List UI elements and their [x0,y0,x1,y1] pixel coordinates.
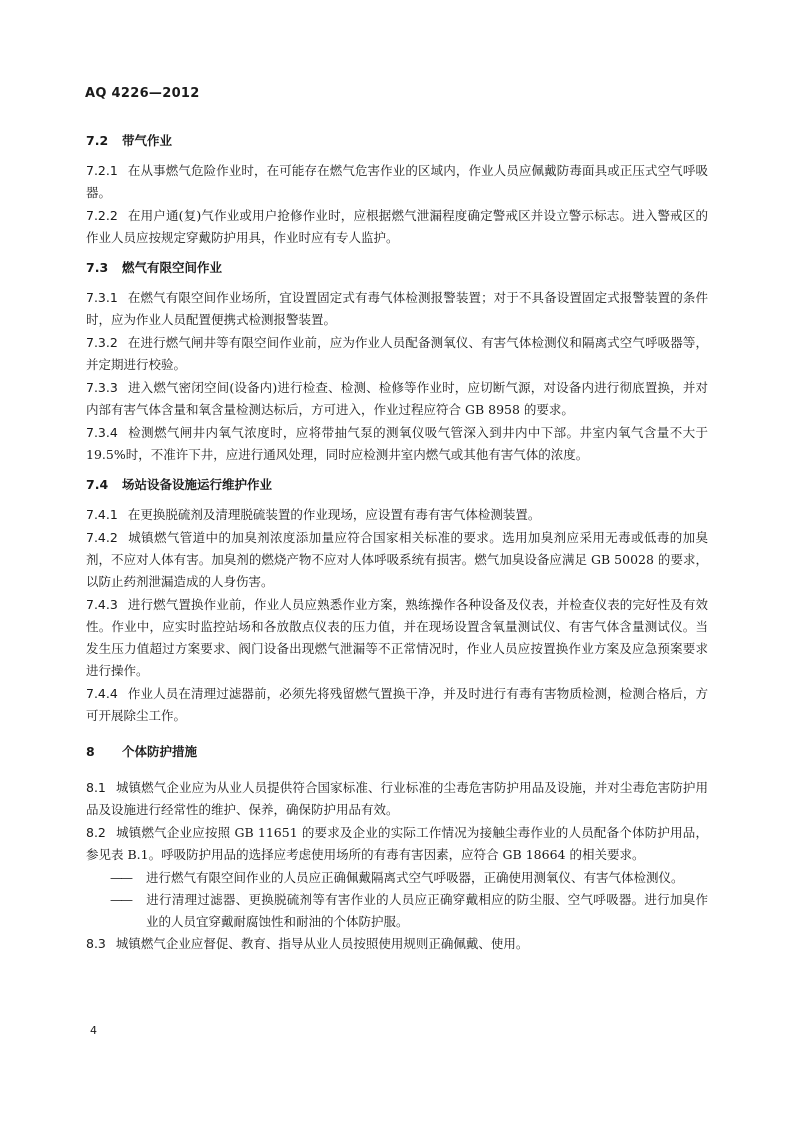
section-number: 8 [86,744,95,759]
clause-text: 进入燃气密闭空间(设备内)进行检查、检测、检修等作业时，应切断气源，对设备内进行彻底置换，并对内部有害气体含量和氧含量检测达标后，方可进入，作业过程应符合 GB 8958 的要求。 [86,380,708,417]
section-number: 7.4 [86,477,109,492]
clause-text: 检测燃气闸井内氧气浓度时，应将带抽气泵的测氧仪吸气管深入到井内中下部。井室内氧气含量不大于 19.5%时，不准许下井，应进行通风处理，同时应检测井室内燃气或其他有害气体的浓度。 [86,425,708,462]
clause-text: 作业人员在清理过滤器前，必须先将残留燃气置换干净，并及时进行有毒有害物质检测，检测合格后，方可开展除尘工作。 [86,686,708,723]
clause-number: 7.4.3 [86,597,118,612]
clause-number: 7.4.2 [86,530,118,545]
section-title: 场站设备设施运行维护作业 [122,477,273,492]
clause-number: 7.3.1 [86,290,118,305]
standard-number-header: AQ 4226—2012 [85,86,200,101]
clause-paragraph [86,594,708,682]
dash-item-text: 进行燃气有限空间作业的人员应正确佩戴隔离式空气呼吸器，正确使用测氧仪、有害气体检测仪。 [146,870,684,885]
clause-paragraph [86,683,708,727]
section-heading [86,257,708,279]
section-heading [86,741,708,763]
section-title: 个体防护措施 [122,744,198,759]
clause-text: 在更换脱硫剂及清理脱硫装置的作业现场，应设置有毒有害气体检测装置。 [127,507,541,522]
clause-text: 进行燃气置换作业前，作业人员应熟悉作业方案，熟练操作各种设备及仪表，并检查仪表的完好性及有效性。作业中，应实时监控站场和各放散点仪表的压力值，并在现场设置含氧量测试仪、有害气体含量测试仪。当发生压力值超过方案要求、阀门设备出现燃气泄漏等不正常情况时，作业人员应按置换作业方案及应急预案要求进行操作。 [86,597,708,678]
dash-list-item [110,867,708,889]
clause-text: 在用户通(复)气作业或用户抢修作业时，应根据燃气泄漏程度确定警戒区并设立警示标志。进入警戒区的作业人员应按规定穿戴防护用具，作业时应有专人监护。 [86,208,708,245]
clause-number: 7.3.2 [86,335,118,350]
clause-number: 7.3.4 [86,425,118,440]
clause-number: 7.3.3 [86,380,118,395]
clause-text: 城镇燃气企业应按照 GB 11651 的要求及企业的实际工作情况为接触尘毒作业的人员配备个体防护用品，参见表 B.1。呼吸防护用品的选择应考虑使用场所的有毒有害因素，应符合 GB 18664 的相关要求。 [86,825,708,862]
section-title: 燃气有限空间作业 [122,260,223,275]
clause-number: 8.1 [86,780,106,795]
clause-paragraph [86,332,708,376]
clause-paragraph [86,205,708,249]
clause-number: 8.3 [86,936,106,951]
clause-number: 7.2.1 [86,163,118,178]
clause-paragraph [86,377,708,421]
dash-list-item [110,889,708,933]
clause-number: 8.2 [86,825,106,840]
page-number: 4 [90,1024,97,1037]
clause-number: 7.4.1 [86,507,118,522]
clause-paragraph [86,422,708,466]
clause-paragraph [86,504,708,526]
clause-text: 在进行燃气闸井等有限空间作业前，应为作业人员配备测氧仪、有害气体检测仪和隔离式空气呼吸器等，并定期进行校验。 [86,335,708,372]
clause-number: 7.2.2 [86,208,118,223]
clause-paragraph [86,933,708,955]
document-body [86,130,708,956]
section-heading [86,474,708,496]
clause-paragraph [86,527,708,593]
clause-paragraph [86,287,708,331]
section-number: 7.3 [86,260,109,275]
dash-marker: —— [110,870,131,885]
clause-text: 城镇燃气企业应督促、教育、指导从业人员按照使用规则正确佩戴、使用。 [115,936,529,951]
clause-paragraph [86,777,708,821]
clause-paragraph [86,822,708,866]
clause-number: 7.4.4 [86,686,118,701]
clause-text: 在从事燃气危险作业时，在可能存在燃气危害作业的区域内，作业人员应佩戴防毒面具或正压式空气呼吸器。 [86,163,708,200]
section-number: 7.2 [86,133,109,148]
clause-text: 在燃气有限空间作业场所，宜设置固定式有毒气体检测报警装置；对于不具备设置固定式报警装置的条件时，应为作业人员配置便携式检测报警装置。 [86,290,708,327]
clause-paragraph [86,160,708,204]
clause-text: 城镇燃气管道中的加臭剂浓度添加量应符合国家相关标准的要求。选用加臭剂应采用无毒或低毒的加臭剂，不应对人体有害。加臭剂的燃烧产物不应对人体呼吸系统有损害。燃气加臭设备应满足 GB 50028 的要求，以防止药剂泄漏造成的人身伤害。 [86,530,708,589]
section-title: 带气作业 [122,133,173,148]
section-heading [86,130,708,152]
clause-text: 城镇燃气企业应为从业人员提供符合国家标准、行业标准的尘毒危害防护用品及设施，并对尘毒危害防护用品及设施进行经常性的维护、保养，确保防护用品有效。 [86,780,708,817]
dash-item-text: 进行清理过滤器、更换脱硫剂等有害作业的人员应正确穿戴相应的防尘服、空气呼吸器。进行加臭作业的人员宜穿戴耐腐蚀性和耐油的个体防护服。 [146,892,708,929]
dash-marker: —— [110,892,131,907]
